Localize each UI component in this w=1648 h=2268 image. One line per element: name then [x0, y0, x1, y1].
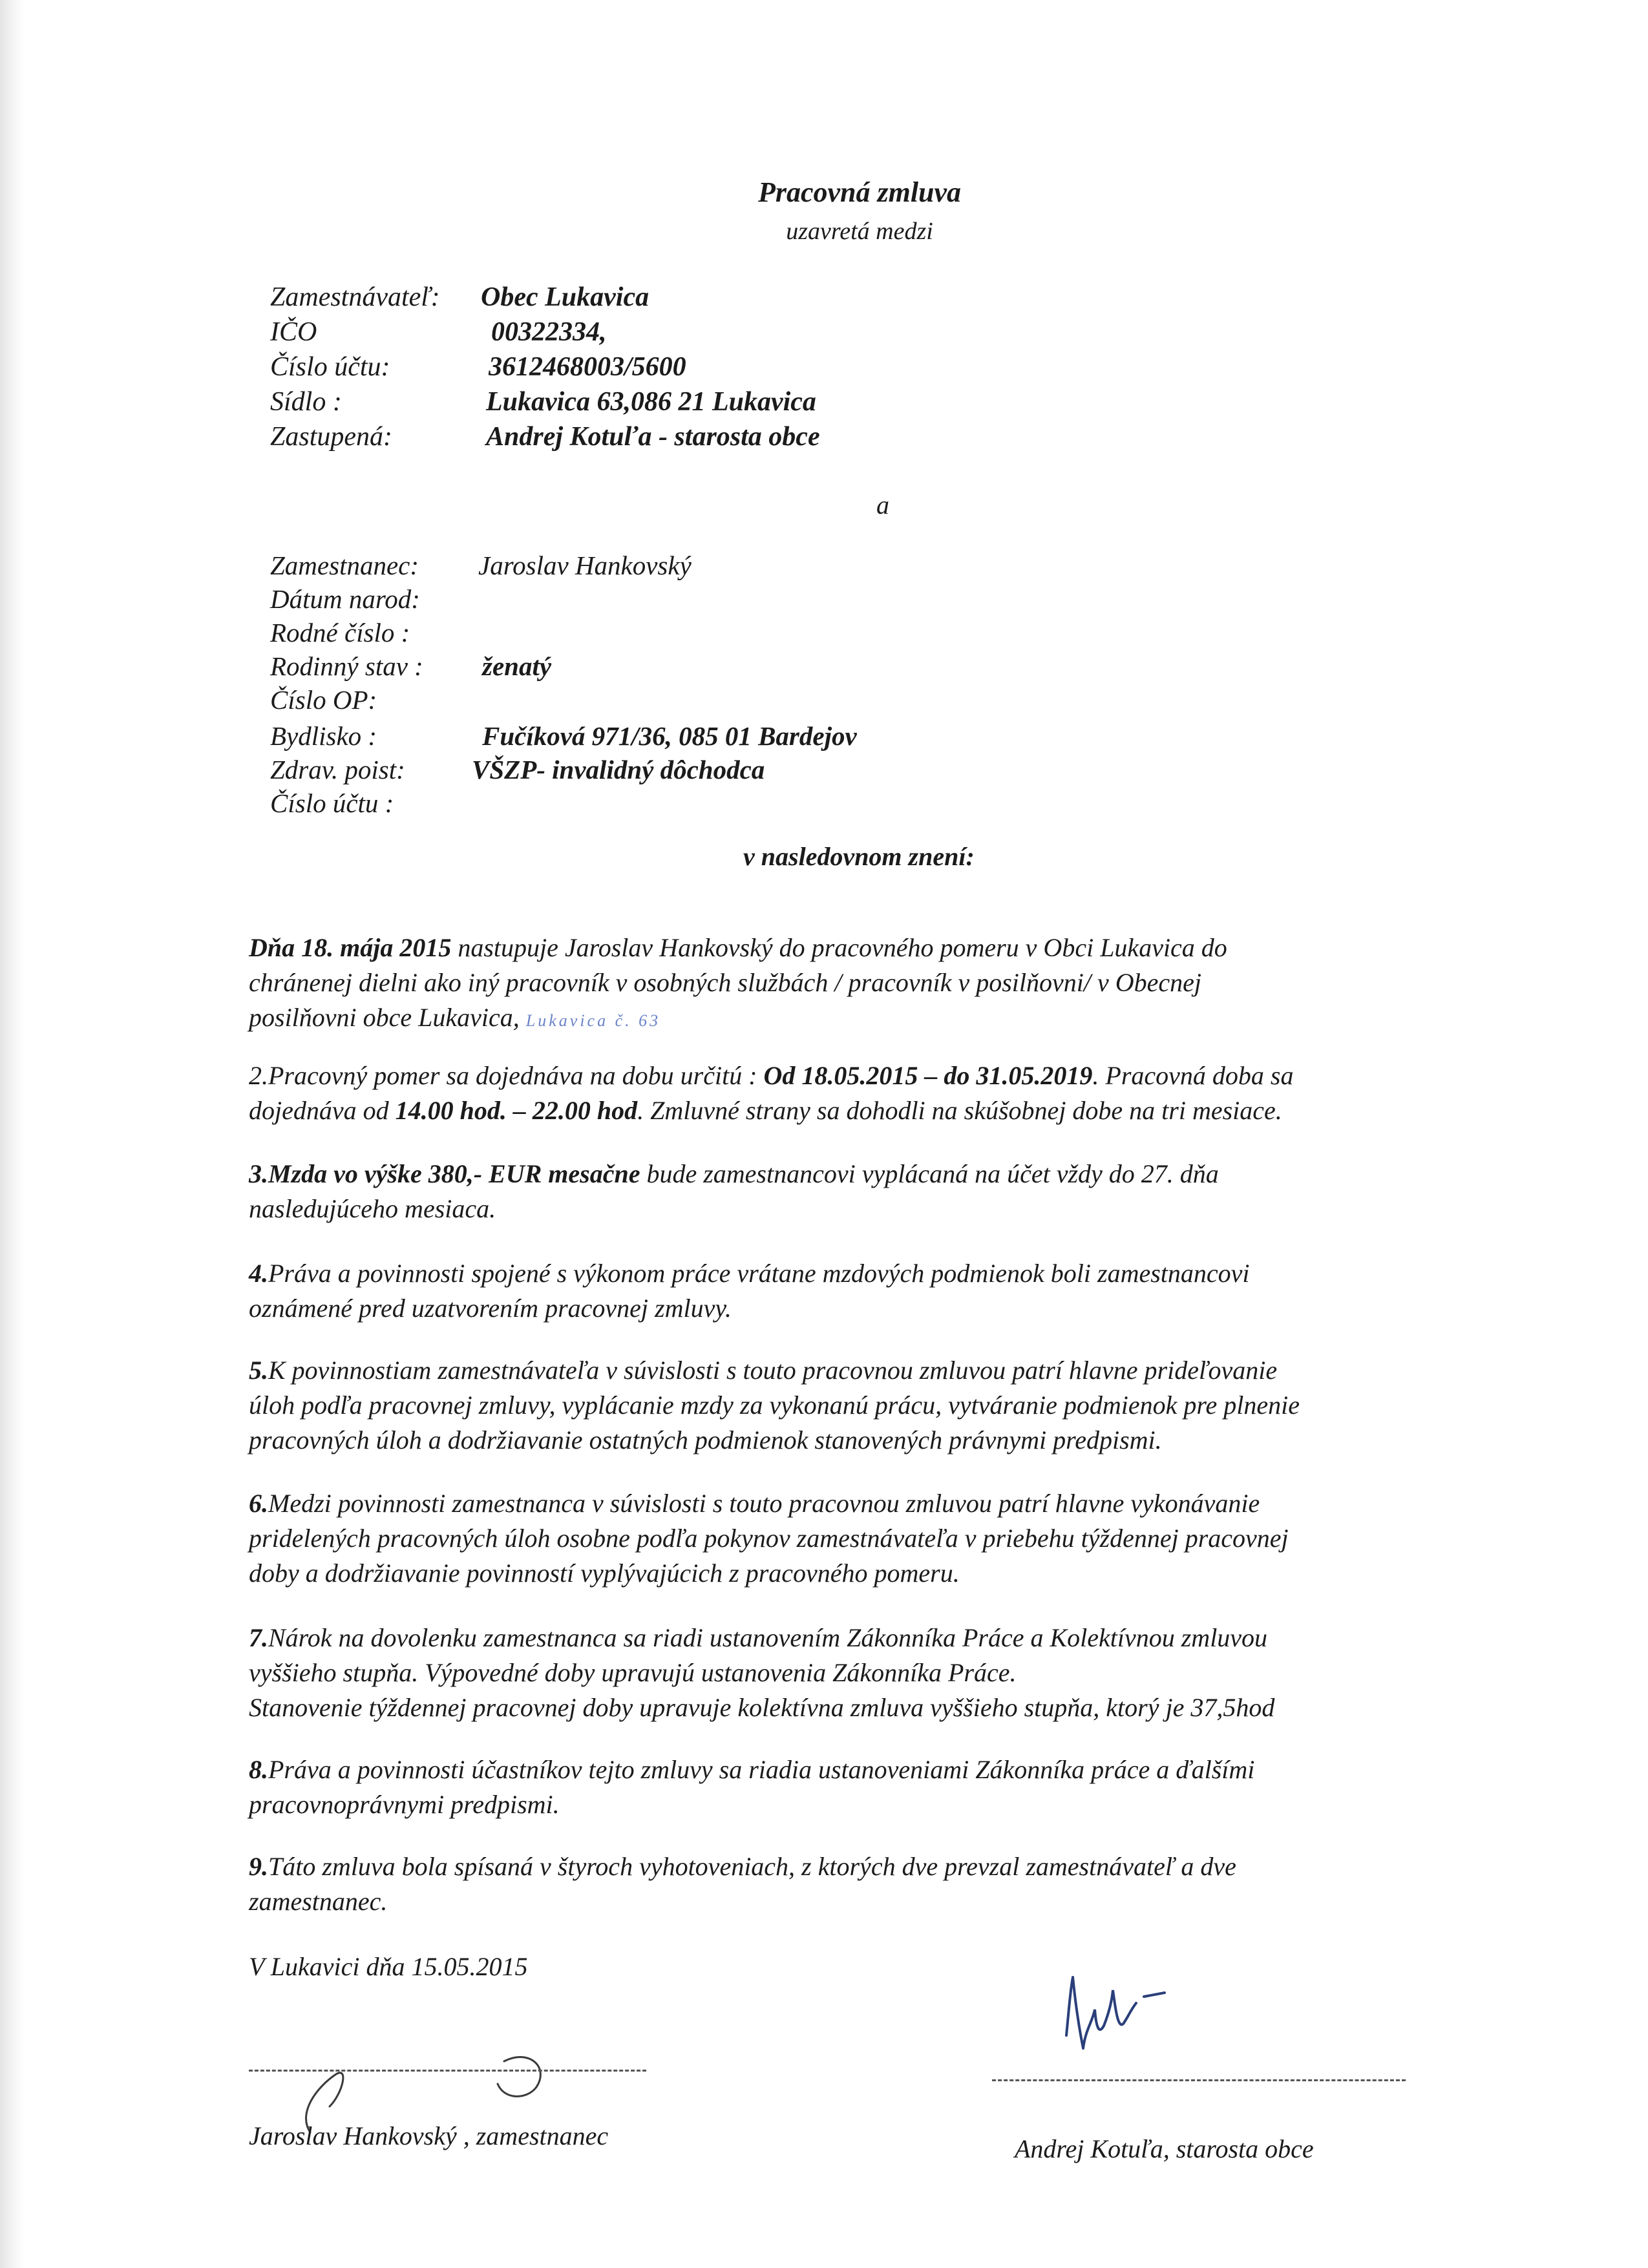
document-title: Pracovná zmluva: [757, 176, 962, 208]
paragraph-7: 7.Nárok na dovolenku zamestnanca sa riadi ustanovením Zákonníka Práce a Kolektívnou zmluvou vyššieho stupňa. Výpovedné doby upravujú ustanovenia Zákonníka Práce. Stanovenie týždennej pracovnej doby upravuje kolektívna zmluva vyššieho stupňa, ktorý je 37,5hod: [249, 1623, 1275, 1722]
id-card-label: Číslo OP:: [270, 685, 377, 715]
health-insurance-label: Zdrav. poist:: [270, 755, 405, 784]
paragraph-8: 8.Práva a povinnosti účastníkov tejto zmluvy sa riadia ustanoveniami Zákonníka práce a ďalšími pracovnoprávnymi predpismi.: [249, 1755, 1255, 1819]
paragraph-1: Dňa 18. mája 2015 nastupuje Jaroslav Hankovský do pracovného pomeru v Obci Lukavica do chránenej dielni ako iný pracovník v osobných službách / pracovník v posilňovni/ v Obecnej posilňovni obce Lukavica, Lukavica č. 63: [249, 933, 1227, 1032]
employee-name: Jaroslav Hankovský: [478, 551, 692, 580]
seat-value: Lukavica 63,086 21 Lukavica: [486, 387, 816, 417]
document-subtitle: uzavretá medzi: [786, 218, 933, 245]
scan-edge-shadow: [0, 0, 25, 2268]
place-date: V Lukavici dňa 15.05.2015: [249, 1952, 528, 1981]
paragraph-4: 4.Práva a povinnosti spojené s výkonom práce vrátane mzdových podmienok boli zamestnancovi oznámené pred uzatvorením pracovnej zmluvy.: [249, 1259, 1250, 1323]
health-insurance-value: VŠZP- invalidný dôchodca: [472, 755, 765, 784]
start-date: Dňa 18. mája 2015: [249, 933, 452, 962]
paragraph-5: 5.K povinnostiam zamestnávateľa v súvislosti s touto pracovnou zmluvou patrí hlavne prideľovanie úloh podľa pracovnej zmluvy, vyplácanie mzdy za vykonanú prácu, vytváranie podmienok pre plnenie pracovných úloh a dodržiavanie ostatných podmienok stanovených právnymi predpismi.: [249, 1356, 1300, 1454]
represented-label: Zastupená:: [270, 422, 392, 452]
birth-number-label: Rodné číslo :: [270, 618, 410, 647]
birthdate-label: Dátum narod:: [270, 584, 420, 614]
employer-signature: [1053, 1964, 1202, 2061]
employee-label: Zamestnanec:: [270, 551, 419, 580]
represented-value: Andrej Kotuľa - starosta obce: [486, 422, 820, 452]
residence-label: Bydlisko :: [270, 721, 377, 751]
ico-value: 00322334,: [491, 317, 607, 347]
residence-value: Fučíková 971/36, 085 01 Bardejov: [482, 721, 857, 751]
contract-period: Od 18.05.2015 – do 31.05.2019: [763, 1061, 1093, 1090]
wage-amount: 3.Mzda vo výške 380,- EUR mesačne: [249, 1159, 640, 1188]
account-value: 3612468003/5600: [489, 352, 686, 382]
employer-label: Zamestnávateľ:: [270, 282, 440, 312]
handwritten-address-note: Lukavica č. 63: [525, 1011, 661, 1030]
intro-line: v nasledovnom znení:: [743, 842, 975, 871]
employee-account-label: Číslo účtu :: [270, 788, 394, 818]
paragraph-3: 3.Mzda vo výške 380,- EUR mesačne bude zamestnancovi vyplácaná na účet vždy do 27. dňa nasledujúceho mesiaca.: [249, 1159, 1219, 1223]
ico-label: IČO: [270, 317, 317, 347]
employer-value: Obec Lukavica: [481, 282, 650, 312]
employee-signature-name: Jaroslav Hankovský , zamestnanec: [249, 2121, 609, 2150]
conjunction-a: a: [876, 490, 889, 520]
employer-signature-name: Andrej Kotuľa, starosta obce: [1015, 2134, 1314, 2163]
account-label: Číslo účtu:: [270, 352, 390, 382]
marital-status-value: ženatý: [482, 651, 552, 681]
seat-label: Sídlo :: [270, 387, 342, 417]
employer-signature-line: [992, 2079, 1406, 2081]
paragraph-2: 2.Pracovný pomer sa dojednáva na dobu určitú : Od 18.05.2015 – do 31.05.2019. Pracovná doba sa dojednáva od 14.00 hod. – 22.00 hod. Zmluvné strany sa dohodli na skúšobnej dobe na tri mesiace.: [249, 1061, 1294, 1125]
paragraph-6: 6.Medzi povinnosti zamestnanca v súvislosti s touto pracovnou zmluvou patrí hlavne vykonávanie pridelených pracovných úloh osobne podľa pokynov zamestnávateľa v priebehu týždennej pracovnej doby a dodržiavanie povinností vyplývajúcich z pracovného pomeru.: [249, 1489, 1289, 1588]
marital-status-label: Rodinný stav :: [270, 651, 423, 681]
employee-signature-line: [249, 2070, 646, 2072]
paragraph-9: 9.Táto zmluva bola spísaná v štyroch vyhotoveniach, z ktorých dve prevzal zamestnávateľ a dve zamestnanec.: [249, 1852, 1236, 1916]
working-hours: 14.00 hod. – 22.00 hod: [395, 1096, 638, 1125]
